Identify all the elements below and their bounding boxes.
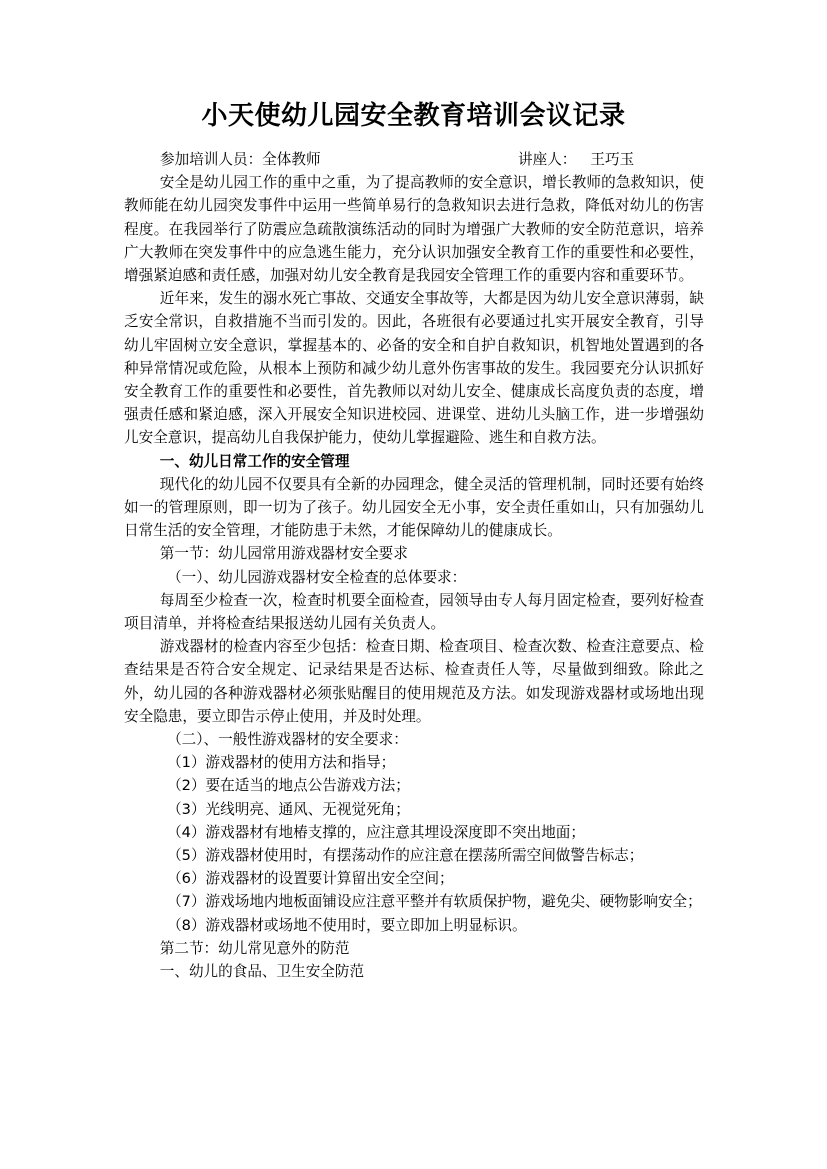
sub1-paragraph-1: 每周至少检查一次，检查时机要全面检查，园领导由专人每月固定检查，要列好检查项目清单，并将检查结果报送幼儿园有关负责人。: [124, 591, 704, 633]
sub1-paragraph-2: 游戏器材的检查内容至少包括：检查日期、检查项目、检查次数、检查注意要点、检查结果是否符合安全规定、记录结果是否达标、检查责任人等，尽量做到细致。除此之外，幼儿园的各种游戏器材必须张贴醒目的使用规范及方法。如发现游戏器材或场地出现安全隐患，要立即告示停止使用，并及时处理。: [124, 638, 704, 725]
list-item: （8）游戏器材或场地不使用时，要立即加上明显标识。: [167, 916, 527, 934]
subsection-title-1: 第一节：幼儿园常用游戏器材安全要求: [159, 545, 408, 563]
section-heading-1: 一、幼儿日常工作的安全管理: [159, 452, 350, 470]
list-item: （7）游戏场地内地板面铺设应注意平整并有软质保护物，避免尖、硬物影响安全；: [167, 893, 702, 911]
lecturer-value: 王巧玉: [590, 151, 635, 168]
list-item: （5）游戏器材使用时，有摆荡动作的应注意在摆荡所需空间做警告标志；: [167, 847, 644, 865]
lecturer: [518, 148, 634, 171]
section1-paragraph: 现代化的幼儿园不仅要具有全新的办园理念，健全灵活的管理机制，同时还要有始终如一的管理原则，即一切为了孩子。幼儿园安全无小事，安全责任重如山，只有加强幼儿日常生活的安全管理，才能防患于未然，才能保障幼儿的健康成长。: [124, 475, 704, 540]
lecturer-label: 讲座人：: [518, 151, 577, 168]
participants: [160, 148, 321, 171]
subsection-title-2: 第二节：幼儿常见意外的防范: [159, 939, 350, 957]
document-title: 小天使幼儿园安全教育培训会议记录: [201, 101, 626, 131]
list-item: （4）游戏器材有地椿支撑的，应注意其埋设深度即不突出地面；: [167, 823, 585, 841]
list-item: （3）光线明亮、通风、无视觉死角；: [167, 800, 410, 818]
meta-line: [124, 148, 704, 171]
participants-value: 全体教师: [262, 151, 321, 168]
intro-paragraph-1: 安全是幼儿园工作的重中之重，为了提高教师的安全意识，增长教师的急救知识，使教师能在幼儿园突发事件中运用一些简单易行的急救知识去进行急救，降低对幼儿的伤害程度。在我园举行了防震应急疏散演练活动的同时为增强广大教师的安全防范意识，培养广大教师在突发事件中的应急逃生能力，充分认识加强安全教育工作的重要性和必要性，增强紧迫感和责任感，加强对幼儿安全教育是我园安全管理工作的重要内容和重要环节。: [124, 174, 704, 284]
list-item: （6）游戏器材的设置要计算留出安全空间；: [167, 870, 454, 888]
list-item: （1）游戏器材的使用方法和指导；: [167, 754, 396, 772]
intro-paragraph-2: 近年来，发生的溺水死亡事故、交通安全事故等，大都是因为幼儿安全意识薄弱，缺乏安全常识，自救措施不当而引发的。因此，各班很有必要通过扎实开展安全教育，引导幼儿牢固树立安全意识，掌握基本的、必备的安全和自护自救知识，机智地处置遇到的各种异常情况或危险，从根本上预防和减少幼儿意外伤害事故的发生。我园要充分认识抓好安全教育工作的重要性和必要性，首先教师以对幼儿安全、健康成长高度负责的态度，增强责任感和紧迫感，深入开展安全知识进校园、进课堂、进幼儿头脑工作，进一步增强幼儿安全意识，提高幼儿自我保护能力，使幼儿掌握避险、逃生和自救方法。: [124, 290, 704, 447]
sub2-heading: （二）、一般性游戏器材的安全要求：: [167, 731, 408, 749]
sub1-heading: （一）、幼儿园游戏器材安全检查的总体要求：: [167, 568, 467, 586]
list-item: （2）要在适当的地点公告游戏方法；: [167, 777, 410, 795]
participants-label: 参加培训人员：: [160, 151, 263, 168]
subsection2-item-1: 一、幼儿的食品、卫生安全防范: [159, 963, 365, 981]
document-body: [124, 148, 704, 983]
